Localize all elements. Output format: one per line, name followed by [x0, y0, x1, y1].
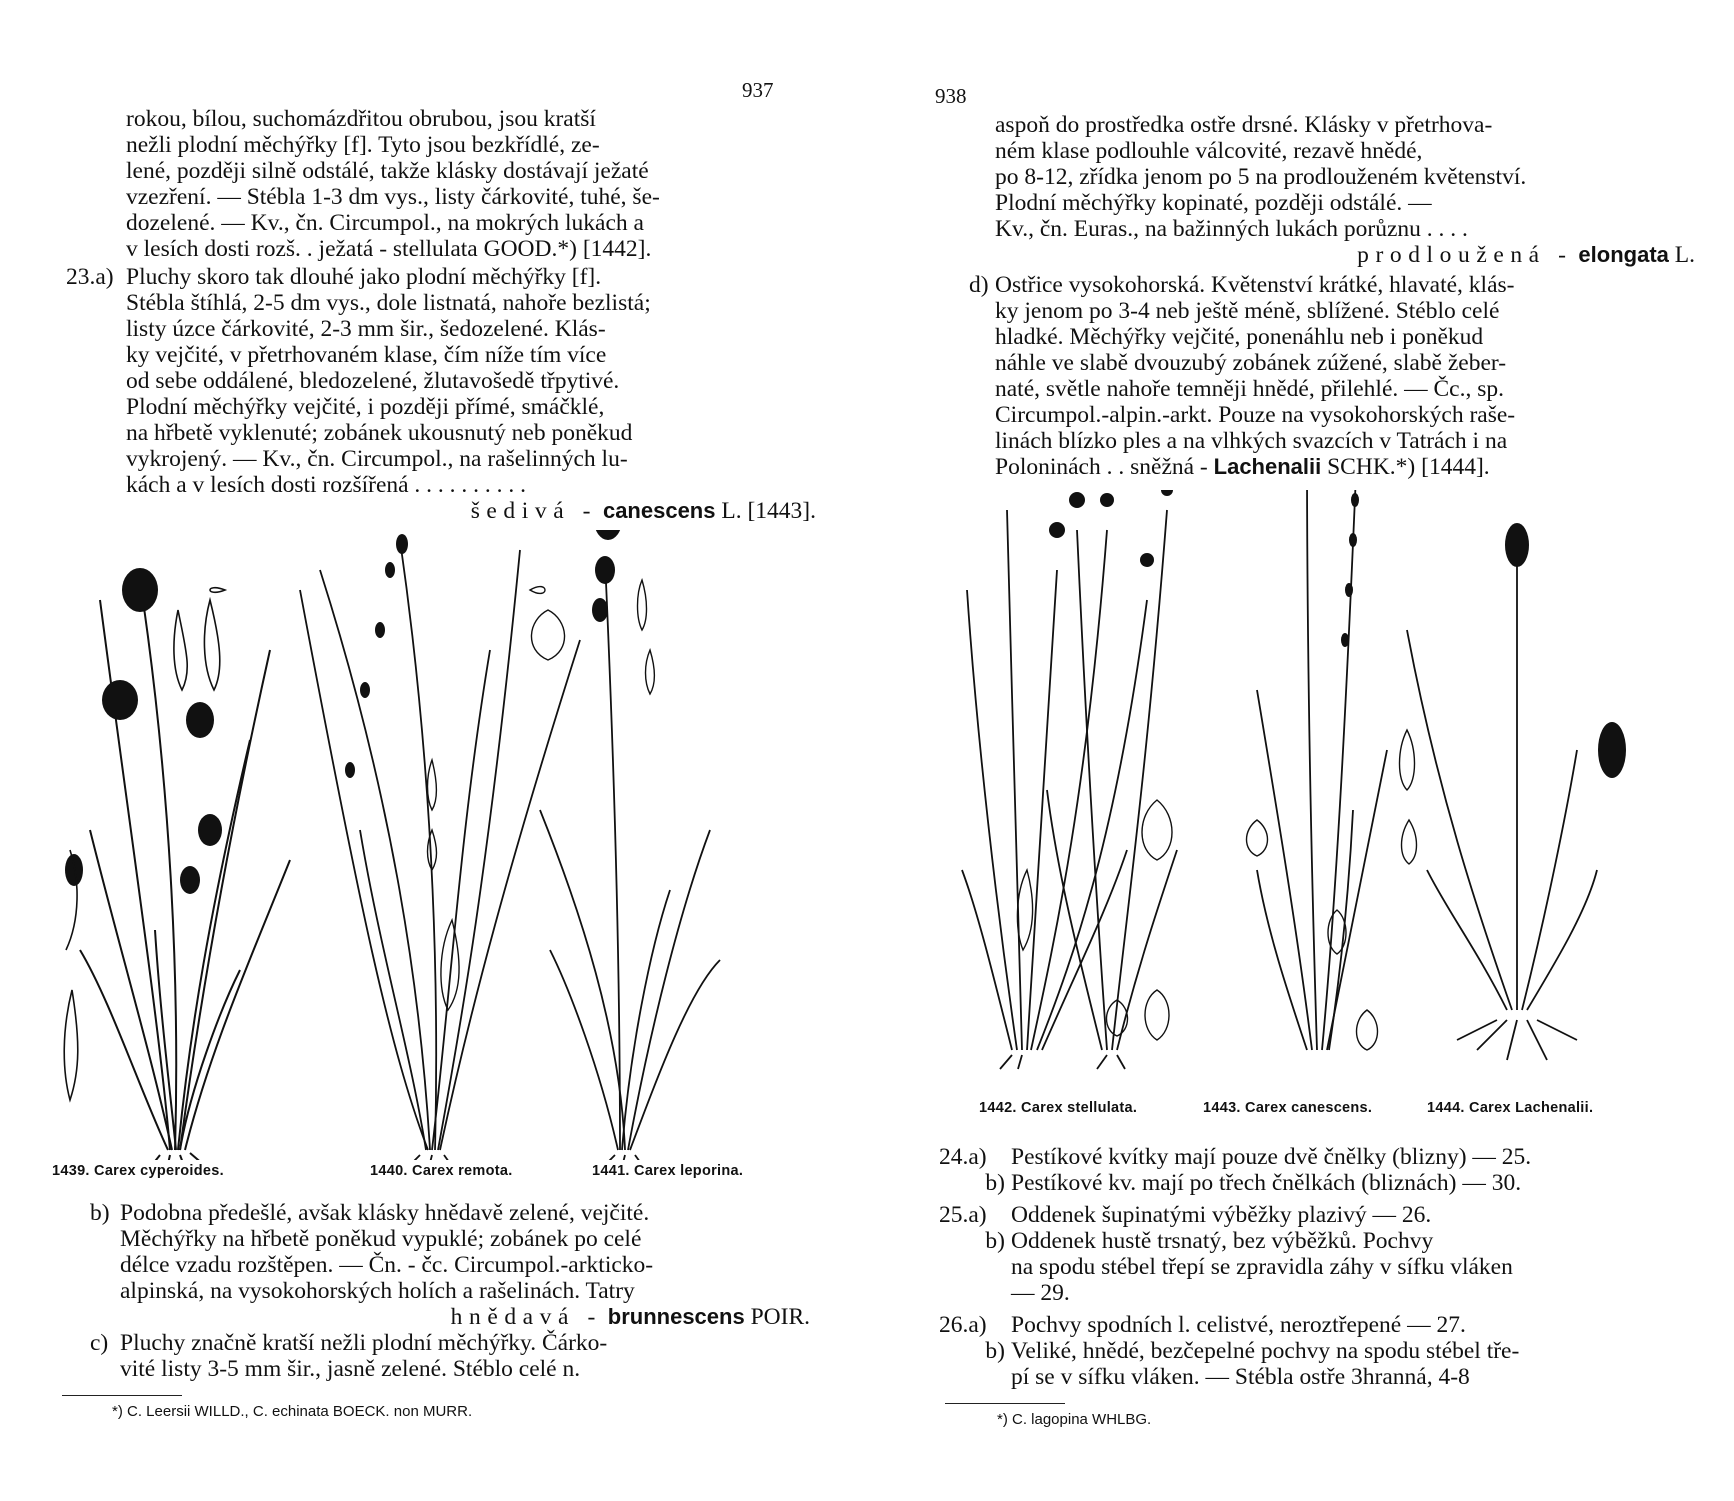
- text-line: naté, světle nahoře temněji hnědé, přilehlé. — Čc., sp.: [995, 376, 1505, 402]
- footnote-rule: [62, 1395, 182, 1396]
- text-line: linách blízko ples a na vlhkých svazcích v Tatrách i na: [995, 428, 1508, 454]
- text-line: Pluchy značně kratší nežli plodní měchýřky. Čárko-: [120, 1330, 608, 1356]
- species-line: [120, 1304, 810, 1330]
- species-author: L. [1443].: [721, 498, 816, 524]
- text-line: Ostřice vysokohorská. Květenství krátké, hlavaté, klás-: [995, 272, 1515, 298]
- species-czech-name: prodloužená -: [1357, 242, 1573, 268]
- key-text: Pochvy spodních l. celistvé, neroztřepené — 27.: [1011, 1312, 1466, 1338]
- entry-23a: [126, 264, 816, 524]
- text-line: vzezření. — Stébla 1-3 dm vys., listy čárkovité, tuhé, še-: [126, 184, 660, 210]
- key-number: 24.a): [939, 1144, 987, 1170]
- key-text: Veliké, hnědé, bezčepelné pochvy na spodu stébel tře-: [1011, 1338, 1520, 1364]
- species-author: POIR.: [750, 1304, 810, 1330]
- text-line: ky vejčité, v přetrhovaném klase, čím níže tím více: [126, 342, 607, 368]
- text-line: vité listy 3-5 mm šir., jasně zelené. Stéblo celé n.: [120, 1356, 581, 1382]
- plant-1444-illustration: [1407, 560, 1597, 1060]
- figure-plates-1439-1441: [60, 530, 820, 1160]
- page-number: 938: [935, 84, 967, 108]
- figure-caption: 1441. Carex leporina.: [592, 1163, 744, 1179]
- text-line: od sebe oddálené, bledozelené, žlutavošedě třpytivé.: [126, 368, 620, 394]
- key-number: 26.a): [939, 1312, 987, 1338]
- text-line: kách a v lesích dosti rozšířená . . . . . . . . . .: [126, 472, 527, 498]
- determination-key: [939, 1144, 1709, 1390]
- text-line: aspoň do prostředka ostře drsné. Klásky v přetrhova-: [995, 112, 1493, 138]
- key-line: [939, 1254, 1709, 1280]
- footnote: *) C. Leersii WILLD., C. echinata BOECK. non MURR.: [112, 1403, 473, 1420]
- figure-caption: 1439. Carex cyperoides.: [52, 1163, 224, 1179]
- plant-1440-illustration: [300, 540, 580, 1160]
- text-line: vykrojený. — Kv., čn. Circumpol., na rašelinných lu-: [126, 446, 628, 472]
- key-text: Pestíkové kv. mají po třech čnělkách (bliznách) — 30.: [1011, 1170, 1522, 1196]
- key-line: [939, 1228, 1709, 1254]
- figure-captions: [979, 1100, 1699, 1120]
- figure-caption: 1443. Carex canescens.: [1203, 1100, 1373, 1116]
- text-line: náhle ve slabě dvouzubý zobánek zúžené, slabě žeber-: [995, 350, 1507, 376]
- plant-1440-spikes: [345, 534, 408, 778]
- figure-captions: [52, 1163, 832, 1183]
- plant-1443-illustration: [1257, 490, 1387, 1050]
- botanical-illustrations: [957, 490, 1657, 1110]
- key-text: Oddenek šupinatými výběžky plazivý — 26.: [1011, 1202, 1432, 1228]
- plant-1441-illustration: [540, 560, 720, 1160]
- text-line: listy úzce čárkovité, 2-3 mm šir., šedozelené. Klás-: [126, 316, 606, 342]
- key-text: — 29.: [1011, 1280, 1070, 1306]
- plant-1442-illustration: [962, 510, 1177, 1069]
- key-line: [939, 1364, 1709, 1390]
- text-line: Kv., čn. Euras., na bažinných lukách porůznu . . . .: [995, 216, 1468, 242]
- figure-caption: 1444. Carex Lachenalii.: [1427, 1100, 1594, 1116]
- footnote: *) C. lagopina WHLBG.: [997, 1411, 1152, 1428]
- key-line: [939, 1338, 1709, 1364]
- species-latin-name: brunnescens: [607, 1304, 745, 1329]
- text-line: alpinská, na vysokohorských holích a rašelinách. Tatry: [120, 1278, 635, 1304]
- species-czech-name: hnědavá -: [450, 1304, 602, 1330]
- text-line: dozelené. — Kv., čn. Circumpol., na mokrých lukách a: [126, 210, 644, 236]
- text-line: po 8-12, zřídka jenom po 5 na prodlouženém květenství.: [995, 164, 1527, 190]
- plant-1439-spikes: [65, 568, 222, 894]
- footnote-rule: [945, 1403, 1065, 1404]
- text-line: Stébla štíhlá, 2-5 dm vys., dole listnatá, nahoře bezlistá;: [126, 290, 651, 316]
- key-line: [939, 1202, 1709, 1228]
- species-czech-name: šedivá -: [470, 498, 598, 524]
- entry-label: c): [90, 1330, 109, 1356]
- key-number: 25.a): [939, 1202, 987, 1228]
- entry-b: [120, 1200, 810, 1330]
- entry-label: 23.a): [66, 264, 114, 290]
- key-text: Oddenek hustě trsnatý, bez výběžků. Pochvy: [1011, 1228, 1434, 1254]
- text-line: na hřbetě vyklenuté; zobánek ukousnutý neb poněkud: [126, 420, 633, 446]
- entry-c: [120, 1330, 810, 1382]
- text-line: ky jenom po 3-4 neb ještě méně, sblížené. Stéblo celé: [995, 298, 1500, 324]
- species-line: [995, 454, 1695, 480]
- text-continuation: [995, 112, 1695, 268]
- figure-caption: 1442. Carex stellulata.: [979, 1100, 1138, 1116]
- text-line: Circumpol.-alpin.-arkt. Pouze na vysokohorských raše-: [995, 402, 1516, 428]
- plant-1441-details: [530, 580, 655, 694]
- species-author: L.: [1674, 242, 1695, 268]
- entry-label: d): [969, 272, 989, 298]
- right-page: [867, 0, 1734, 1501]
- key-number: b): [985, 1228, 1005, 1254]
- text-line: ném klase podlouhle válcovité, rezavě hnědé,: [995, 138, 1423, 164]
- plant-1444-spikes: [1505, 523, 1626, 778]
- plant-1442-spikes: [997, 490, 1173, 567]
- key-number: b): [985, 1170, 1005, 1196]
- text-line: Podobna předešlé, avšak klásky hnědavě zelené, vejčité.: [120, 1200, 650, 1226]
- figure-caption: 1440. Carex remota.: [370, 1163, 513, 1179]
- page-number: 937: [742, 78, 774, 102]
- text-line: Pluchy skoro tak dlouhé jako plodní měchýřky [f].: [126, 264, 602, 290]
- botanical-illustrations: [60, 530, 820, 1160]
- species-author: SCHK.*) [1444].: [1327, 454, 1490, 480]
- text-line: Měchýřky na hřbetě poněkud vypuklé; zobánek po celé: [120, 1226, 642, 1252]
- plant-1439-details: [64, 588, 225, 1100]
- text-line: délce vzadu rozštěpen. — Čn. - čc. Circumpol.-arkticko-: [120, 1252, 654, 1278]
- text-line: rokou, bílou, suchomázdřitou obrubou, jsou kratší: [126, 106, 596, 132]
- plant-1441-spikes: [592, 530, 622, 622]
- text-line: Plodní měchýřky vejčité, i později přímé, smáčklé,: [126, 394, 605, 420]
- text-line: v lesích dosti rozš. . ježatá - stellulata GOOD.*) [1442].: [126, 236, 652, 262]
- text-line: Plodní měchýřky kopinaté, později odstálé. —: [995, 190, 1432, 216]
- key-text: pí se v sífku vláken. — Stébla ostře 3hranná, 4-8: [1011, 1364, 1470, 1390]
- species-line: [126, 498, 816, 524]
- species-latin-name: elongata: [1578, 242, 1669, 267]
- species-latin-name: Lachenalii: [1213, 454, 1322, 479]
- entry-label: b): [90, 1200, 110, 1226]
- species-latin-name: canescens: [602, 498, 716, 523]
- text-line: hladké. Měchýřky vejčité, ponenáhlu neb i poněkud: [995, 324, 1484, 350]
- species-czech-name: Poloninách . . sněžná -: [995, 454, 1208, 480]
- species-line: [995, 242, 1695, 268]
- figure-plates-1442-1444: [957, 490, 1657, 1110]
- text-continuation: [126, 106, 816, 262]
- key-line: [939, 1144, 1709, 1170]
- key-number: b): [985, 1338, 1005, 1364]
- key-line: [939, 1170, 1709, 1196]
- entry-d: [995, 272, 1695, 480]
- text-line: nežli plodní měchýřky [f]. Tyto jsou bezkřídlé, ze-: [126, 132, 600, 158]
- key-line: [939, 1280, 1709, 1306]
- key-line: [939, 1312, 1709, 1338]
- text-line: lené, později silně odstálé, takže klásky dostávají ježaté: [126, 158, 649, 184]
- key-text: Pestíkové kvítky mají pouze dvě čnělky (blizny) — 25.: [1011, 1144, 1532, 1170]
- key-text: na spodu stébel třepí se zpravidla záhy v sífku vláken: [1011, 1254, 1513, 1280]
